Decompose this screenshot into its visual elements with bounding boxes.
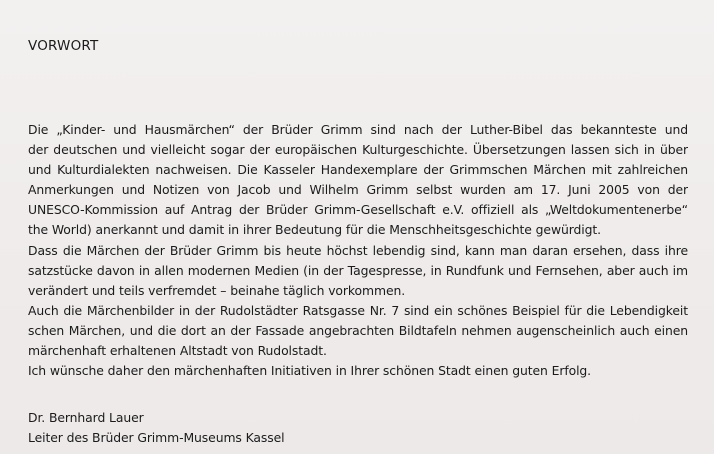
signature-name: Dr. Bernhard Lauer bbox=[28, 410, 144, 425]
text-line: der deutschen und vielleicht sogar der europäischen Kulturgeschichte. Übersetzungen lassen sich in über bbox=[28, 142, 688, 158]
text-line: Auch die Märchenbilder in der Rudolstädter Ratsgasse Nr. 7 sind ein schönes Beispiel für die Lebendigkeit bbox=[28, 302, 688, 318]
text-line: schen Märchen, und die dort an der Fassade angebrachten Bildtafeln nehmen augenscheinlich auch einen bbox=[28, 322, 688, 338]
text-line: und Kulturdialekten nachweisen. Die Kasseler Handexemplare der Grimmschen Märchen mit zahlreichen bbox=[28, 162, 688, 178]
text-line: Ich wünsche daher den märchenhaften Initiativen in Ihrer schönen Stadt einen guten Erfolg. bbox=[28, 363, 592, 379]
text-line: märchenhaft erhaltenen Altstadt von Rudolstadt. bbox=[28, 343, 327, 359]
signature-title: Leiter des Brüder Grimm-Museums Kassel bbox=[28, 430, 285, 445]
text-line: verändert und teils verfremdet – beinahe täglich vorkommen. bbox=[28, 282, 406, 298]
page-title: VORWORT bbox=[28, 38, 99, 54]
text-line: Die „Kinder- und Hausmärchen“ der Brüder Grimm sind nach der Luther-Bibel das bekannteste und bbox=[28, 122, 688, 137]
text-line: Dass die Märchen der Brüder Grimm bis heute höchst lebendig sind, kann man daran ersehen, dass ihre bbox=[28, 242, 688, 258]
text-line: the World) anerkannt und damit in ihrer Bedeutung für die Menschheitsgeschichte gewürdigt. bbox=[28, 222, 601, 238]
text-line: UNESCO-Kommission auf Antrag der Brüder Grimm-Gesellschaft e.V. offiziell als „Weltdokumentenerbe“ bbox=[28, 202, 688, 218]
signature-block bbox=[28, 408, 428, 448]
text-line: Anmerkungen und Notizen von Jacob und Wilhelm Grimm selbst wurden am 17. Juni 2005 von der bbox=[28, 182, 688, 198]
text-line: satzstücke davon in allen modernen Medien (in der Tagespresse, in Rundfunk und Fernsehen, aber auch im bbox=[28, 262, 688, 278]
foreword-body bbox=[28, 120, 688, 381]
